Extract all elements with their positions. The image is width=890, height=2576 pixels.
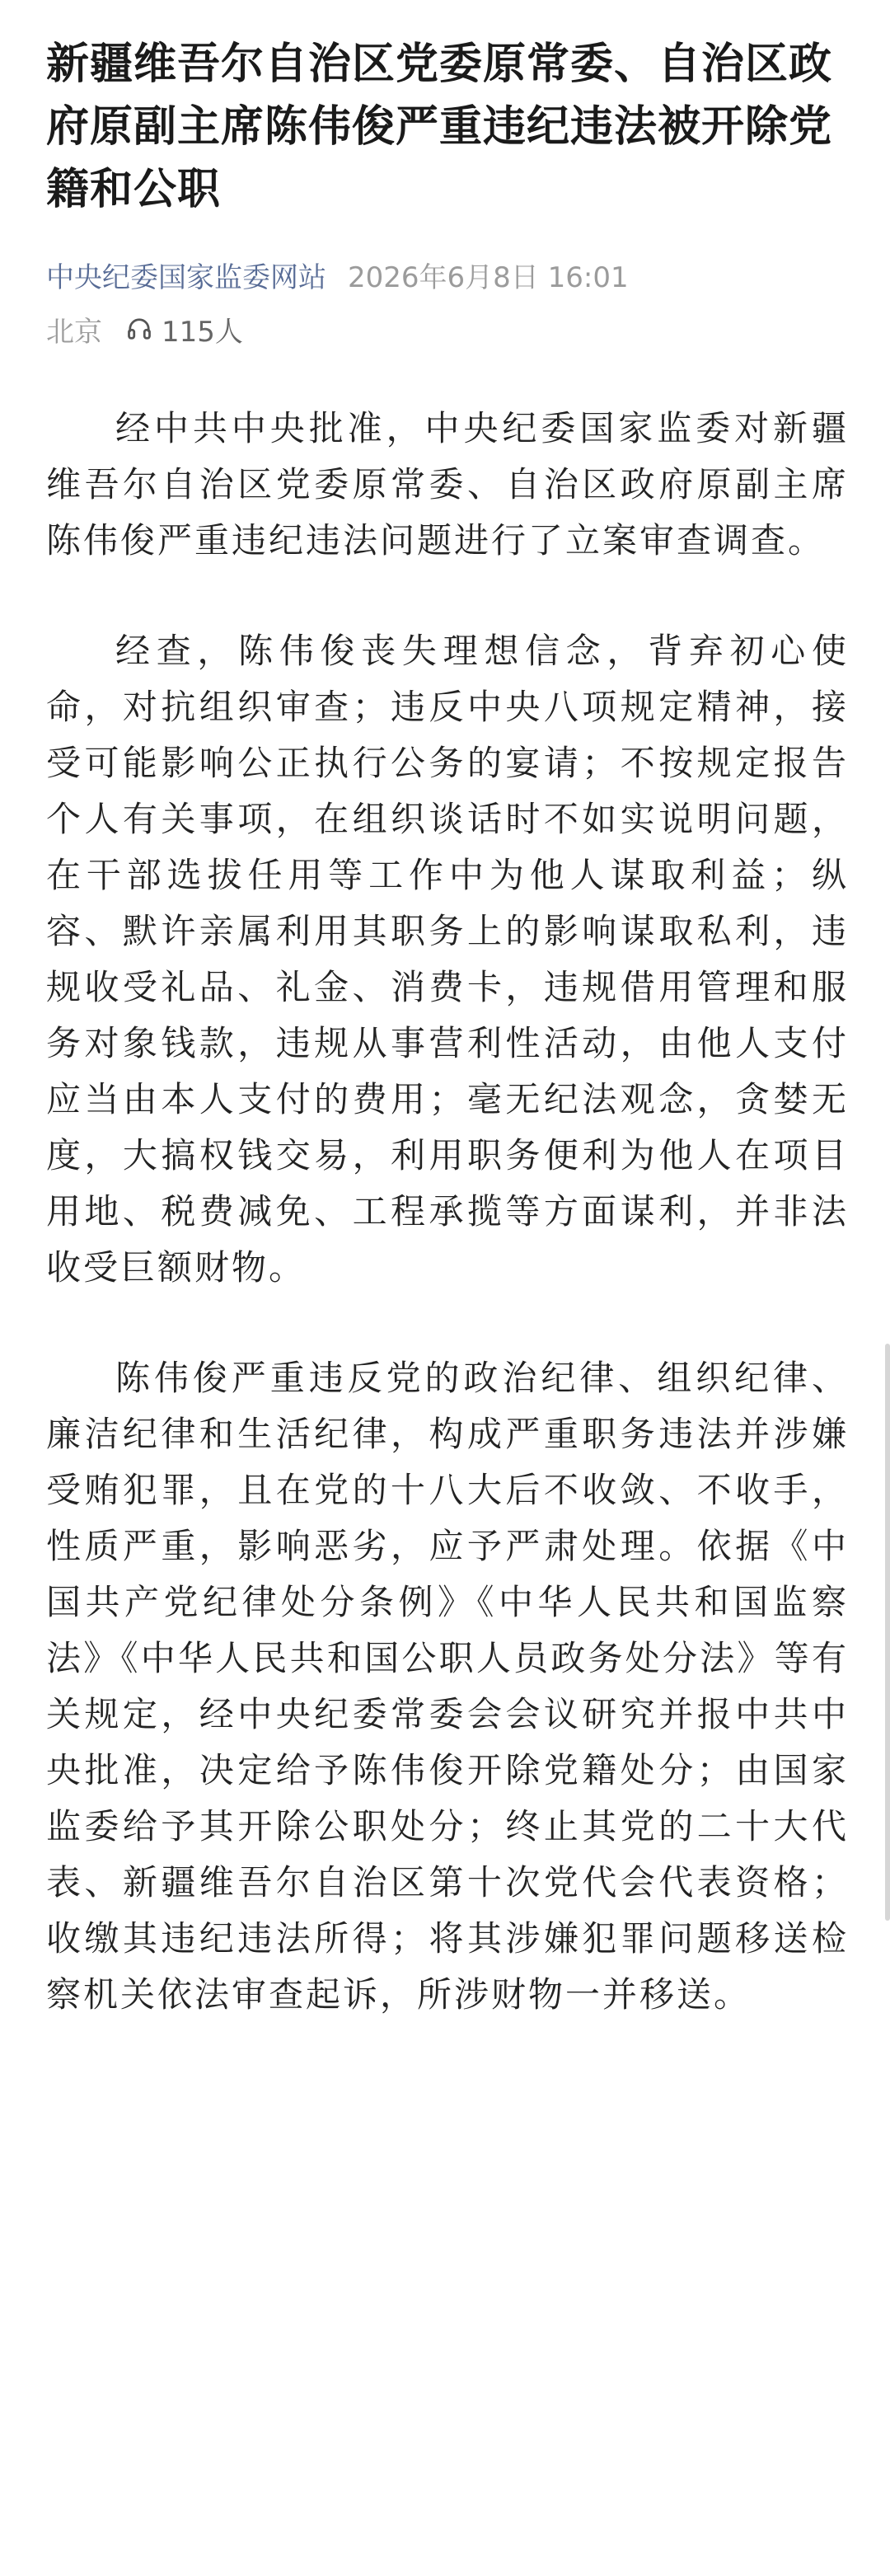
article — [46, 33, 849, 2077]
publish-time: 2026年6月8日 16:01 — [348, 260, 629, 294]
paragraph: 经中共中央批准，中央纪委国家监委对新疆维吾尔自治区党委原常委、自治区政府原副主席陈伟俊严重违纪违法问题进行了立案审查调查。 — [46, 408, 849, 561]
paragraph: 经查，陈伟俊丧失理想信念，背弃初心使命，对抗组织审查；违反中央八项规定精神，接受可能影响公正执行公务的宴请；不按规定报告个人有关事项，在组织谈话时不如实说明问题，在干部选拔任用等工作中为他人谋取利益；纵容、默许亲属利用其职务上的影响谋取私利，违规收受礼品、礼金、消费卡，违规借用管理和服务对象钱款，违规从事营利性活动，由他人支付应当由本人支付的费用；毫无纪法观念，贪婪无度，大搞权钱交易，利用职务便利为他人在项目用地、税费减免、工程承揽等方面谋利，并非法收受巨额财物。 — [46, 631, 849, 1288]
listen-button[interactable] — [127, 309, 243, 350]
article-body — [46, 401, 849, 2023]
article-meta — [46, 254, 849, 295]
article-title: 新疆维吾尔自治区党委原常委、自治区政府原副主席陈伟俊严重违纪违法被开除党籍和公职 — [46, 40, 833, 214]
article-meta-secondary — [46, 307, 849, 351]
listen-count: 115人 — [162, 315, 243, 349]
scrollbar[interactable] — [885, 1344, 890, 1921]
source-link[interactable]: 中央纪委国家监委网站 — [46, 260, 326, 294]
location-label: 北京 — [46, 315, 102, 349]
headphones-icon — [127, 317, 152, 341]
paragraph: 陈伟俊严重违反党的政治纪律、组织纪律、廉洁纪律和生活纪律，构成严重职务违法并涉嫌受贿犯罪，且在党的十八大后不收敛、不收手，性质严重，影响恶劣，应予严肃处理。依据《中国共产党纪律处分条例》《中华人民共和国监察法》《中华人民共和国公职人员政务处分法》等有关规定，经中央纪委常委会会议研究并报中共中央批准，决定给予陈伟俊开除党籍处分；由国家监委给予其开除公职处分；终止其党的二十大代表、新疆维吾尔自治区第十次党代会代表资格；收缴其违纪违法所得；将其涉嫌犯罪问题移送检察机关依法审查起诉，所涉财物一并移送。 — [46, 1358, 849, 2015]
